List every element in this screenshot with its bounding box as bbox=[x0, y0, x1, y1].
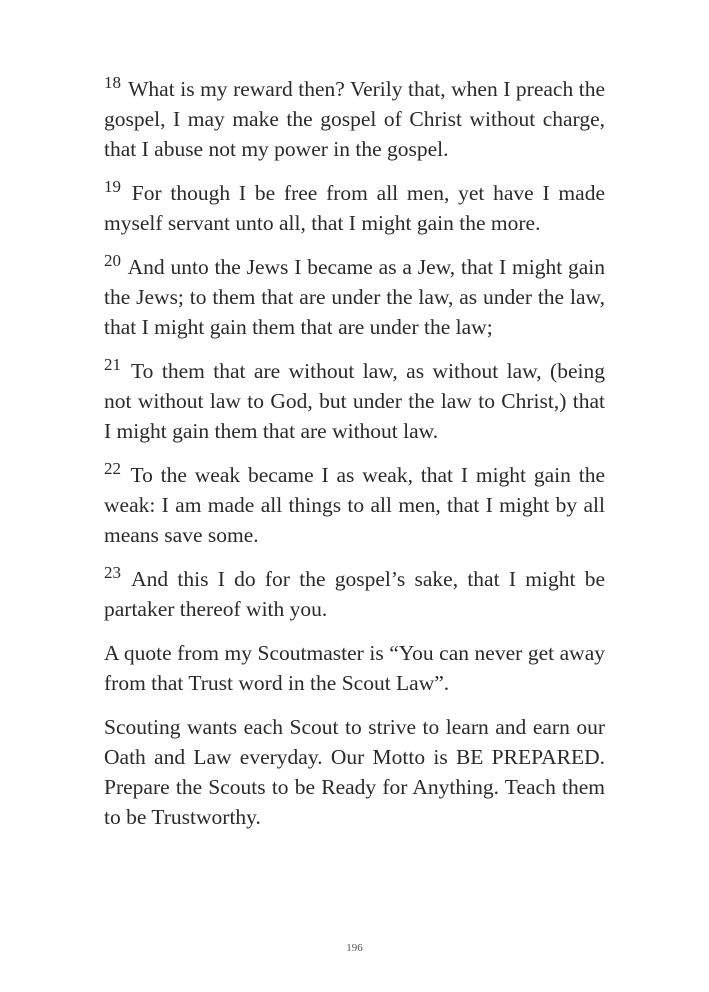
scouting-motto-paragraph: Scouting wants each Scout to strive to learn and earn our Oath and Law everyday. Our Motto is BE PREPARED. Prepare the Scouts to be Ready for Anything. Teach them to be Trustworthy. bbox=[104, 715, 605, 829]
verse-22 bbox=[104, 460, 605, 550]
verse-text: To the weak became I as weak, that I might gain the weak: I am made all things to all men, that I might by all means save some. bbox=[104, 463, 605, 547]
verse-number: 22 bbox=[104, 459, 121, 478]
verse-text: And this I do for the gospel’s sake, that I might be partaker thereof with you. bbox=[104, 567, 605, 621]
verse-number: 21 bbox=[104, 355, 121, 374]
verse-21 bbox=[104, 356, 605, 446]
scoutmaster-quote-paragraph: A quote from my Scoutmaster is “You can never get away from that Trust word in the Scout Law”. bbox=[104, 641, 605, 695]
verse-text: And unto the Jews I became as a Jew, that I might gain the Jews; to them that are under the law, as under the law, that I might gain them that are under the law; bbox=[104, 255, 605, 339]
verse-number: 23 bbox=[104, 563, 121, 582]
verse-18 bbox=[104, 74, 605, 164]
verse-number: 19 bbox=[104, 177, 121, 196]
verse-19 bbox=[104, 178, 605, 238]
verse-text: For though I be free from all men, yet have I made myself servant unto all, that I might gain the more. bbox=[104, 181, 605, 235]
verse-text: What is my reward then? Verily that, when I preach the gospel, I may make the gospel of Christ without charge, that I abuse not my power in the gospel. bbox=[104, 77, 605, 161]
page-number: 196 bbox=[346, 942, 363, 954]
verse-number: 18 bbox=[104, 73, 121, 92]
verse-23 bbox=[104, 564, 605, 624]
verse-20 bbox=[104, 252, 605, 342]
verse-text: To them that are without law, as without law, (being not without law to God, but under the law to Christ,) that I might gain them that are without law. bbox=[104, 359, 605, 443]
page-body bbox=[104, 74, 605, 846]
verse-number: 20 bbox=[104, 251, 121, 270]
